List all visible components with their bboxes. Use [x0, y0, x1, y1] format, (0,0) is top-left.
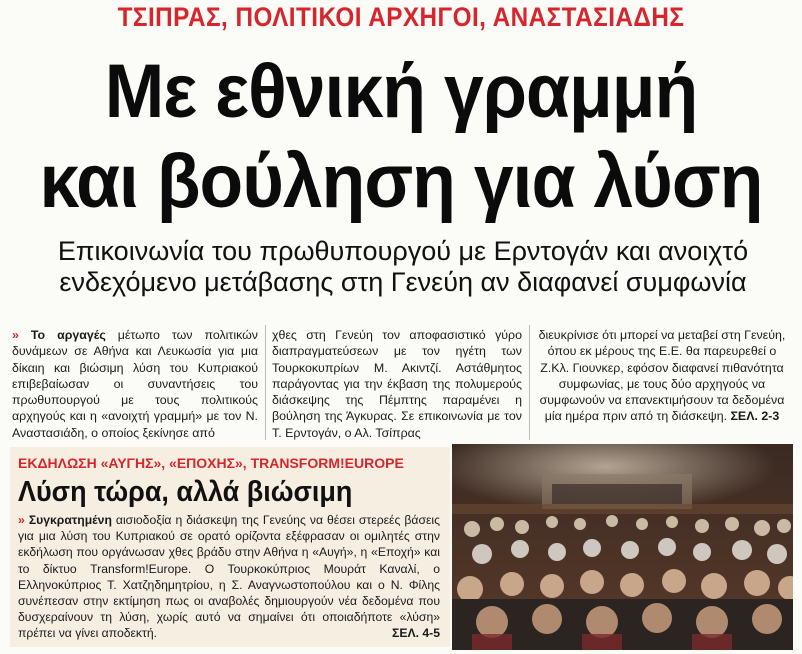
- conference-audience-photo: [452, 444, 793, 650]
- page-reference: ΣΕΛ. 4-5: [392, 626, 440, 641]
- subheadline: [18, 236, 788, 298]
- subhead-line-1: Επικοινωνία του πρωθυπουργού με Ερντογάν και ανοιχτό: [57, 236, 749, 266]
- article-column-2: [272, 327, 522, 441]
- column-3-text: διευκρίνισε ότι μπορεί να μεταβεί στη Γενεύη, όπου εκ μέρους της Ε.Ε. θα παρευρεθεί ο Ζ.Κλ. Γιουνκερ, εφόσον διαφανεί πιθανότητα συμφωνίας, με τους δύο αρχηγούς να συμφωνούν να επανεκτιμήσουν τα δεδομένα μία ημέρα πριν από τη διάσκεψη.: [538, 328, 786, 424]
- event-box-title: Λύση τώρα, αλλά βιώσιμη: [18, 476, 353, 508]
- column-2-text: χθες στη Γενεύη τον αποφασιστικό γύρο διαπραγματεύσεων με τον ηγέτη των Τουρκοκυπρίων Μ. Ακιντζί. Αστάθμητος παράγοντας για την έκβαση της πολυμερούς διάσκεψης της Πέμπτης παραμένει η βούληση της Άγκυρας. Σε επικοινωνία με τον Τ. Ερντογάν, ο Αλ. Τσίπρας: [272, 328, 522, 440]
- headline-line-1: Με εθνική γραμμή: [104, 49, 698, 134]
- article-column-1: [12, 327, 258, 441]
- article-column-3: [536, 327, 788, 425]
- column-divider: [265, 325, 266, 440]
- lead-word: Το αργαγές: [30, 328, 106, 342]
- arrow-icon: »: [18, 513, 25, 527]
- lead-word: Συγκρατημένη: [28, 513, 112, 527]
- subhead-line-2: ενδεχόμενο μετάβασης στη Γενεύη αν διαφανεί συμφωνία: [59, 267, 747, 297]
- column-1-text: μέτωπο των πολιτικών δυνάμεων σε Αθήνα και Λευκωσία για μια δίκαιη και βιώσιμη λύση του Κυπριακού επιβεβαίωσαν οι συναντήσεις του πρωθυπουργού με τους πολιτικούς αρχηγούς και η «ανοιχτή γραμμή» με τον Ν. Αναστασιάδη, ο οποίος ξεκίνησε από: [12, 328, 258, 440]
- column-divider: [529, 325, 530, 440]
- event-box-text: [18, 512, 440, 642]
- event-box-body: αισιοδοξία η διάσκεψη της Γενεύης να θέσει στερεές βάσεις για μια λύση του Κυπριακού σε ορατό ορίζοντα εξέφρασαν οι ομιλητές στην εκδήλωση που οργάνωσαν χθες βράδυ στην Αθήνα η «Αυγή», η «Εποχή» και το δίκτυο Transform!Europe. Ο Τουρκοκύπριος Μουράτ Καναλί, ο Ελληνοκύπριος Τ. Χατζηδημητρίου, η Σ. Αναγνωστοπούλου και ο Ν. Φίλης συνέπεσαν στην εκτίμηση πως οι αναβολές δημιουργούν νέα δεδομένα που δυσχεραίνουν τη λύση, χωρίς αυτό να σημαίνει ότι οποιαδήποτε «λύση» πρέπει να γίνει αποδεκτή.: [18, 513, 440, 641]
- event-box-label: ΕΚΔΗΛΩΣΗ «ΑΥΓΗΣ», «ΕΠΟΧΗΣ», TRANSFORM!EUROPE: [18, 455, 404, 471]
- kicker: ΤΣΙΠΡΑΣ, ΠΟΛΙΤΙΚΟΙ ΑΡΧΗΓΟΙ, ΑΝΑΣΤΑΣΙΑΔΗΣ: [117, 2, 685, 32]
- page-reference: ΣΕΛ. 2-3: [730, 409, 780, 424]
- headline-line-2: και βούληση για λύση: [39, 139, 763, 224]
- arrow-icon: »: [12, 328, 19, 342]
